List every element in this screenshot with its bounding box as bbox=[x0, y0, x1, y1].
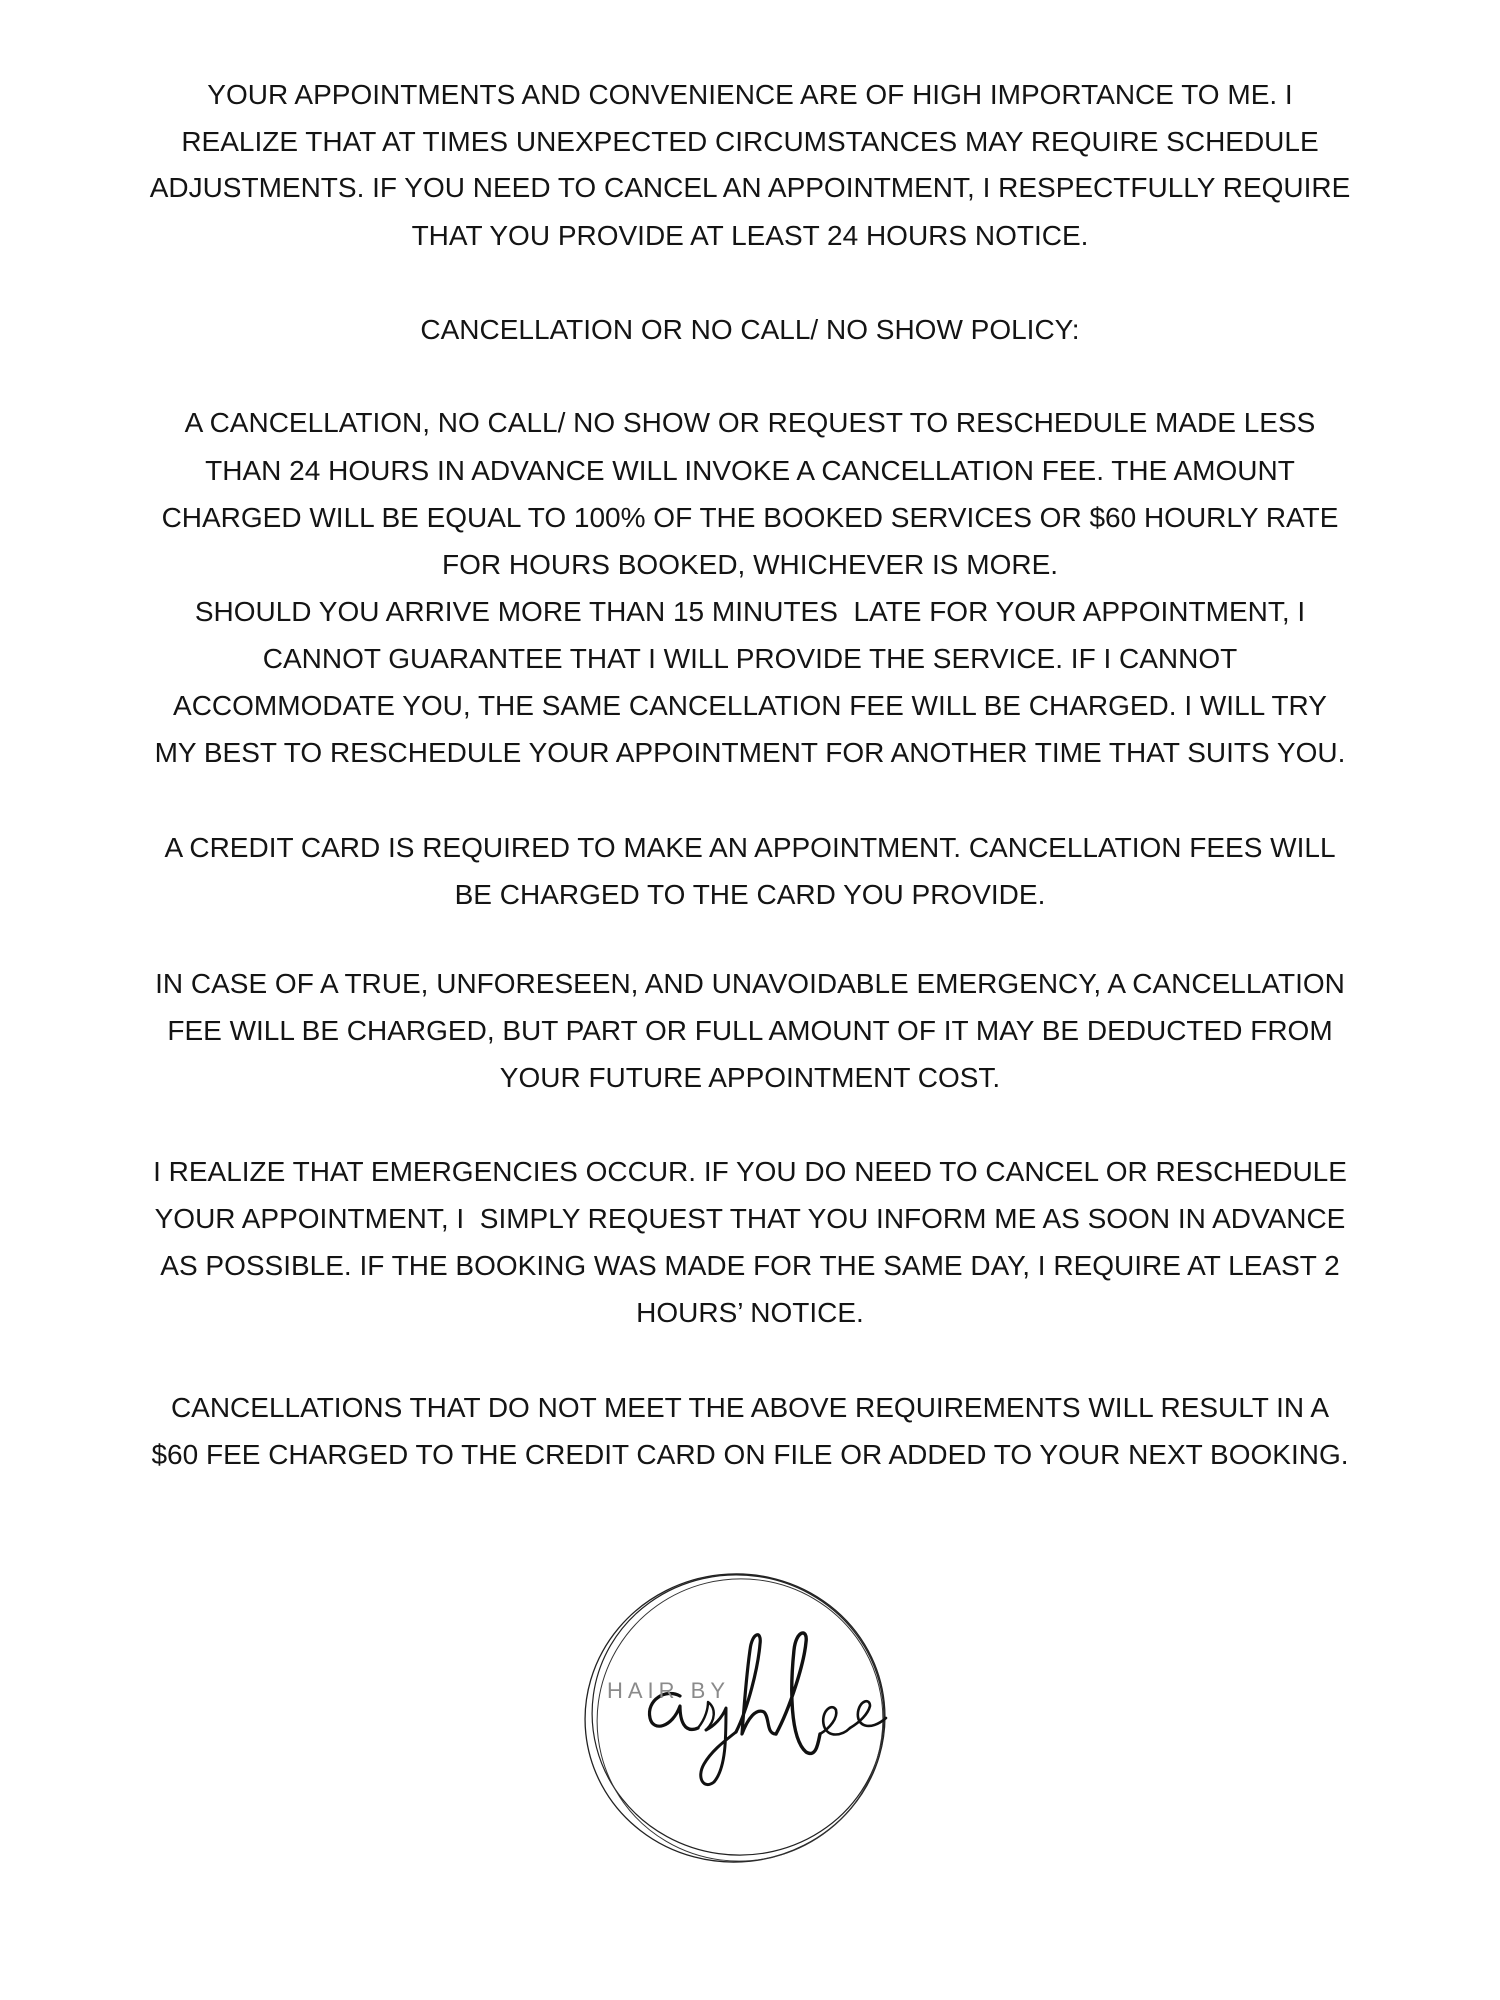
advance-notice-line bbox=[0, 1246, 1500, 1286]
advance-notice-line-text: YOUR APPOINTMENT, I SIMPLY REQUEST THAT YOU INFORM ME AS SOON IN ADVANCE bbox=[154, 1203, 1346, 1234]
late-arrival-line bbox=[0, 592, 1500, 632]
credit-card-line-text: A CREDIT CARD IS REQUIRED TO MAKE AN APPOINTMENT. CANCELLATION FEES WILL bbox=[164, 832, 1336, 863]
advance-notice-line-text: HOURS’ NOTICE. bbox=[636, 1297, 864, 1328]
intro-line bbox=[0, 122, 1500, 162]
logo-circles-and-script bbox=[580, 1568, 892, 1866]
advance-notice-line bbox=[0, 1152, 1500, 1192]
advance-notice-line bbox=[0, 1199, 1500, 1239]
emergency-line bbox=[0, 1058, 1500, 1098]
late-arrival-line-text: MY BEST TO RESCHEDULE YOUR APPOINTMENT FOR ANOTHER TIME THAT SUITS YOU. bbox=[154, 737, 1346, 768]
cancellation-fee-line bbox=[0, 403, 1500, 443]
cancellation-fee-line bbox=[0, 498, 1500, 538]
credit-card-line bbox=[0, 828, 1500, 868]
emergency-line-text: FEE WILL BE CHARGED, BUT PART OR FULL AMOUNT OF IT MAY BE DEDUCTED FROM bbox=[167, 1015, 1333, 1046]
intro-line-text: YOUR APPOINTMENTS AND CONVENIENCE ARE OF HIGH IMPORTANCE TO ME. I bbox=[207, 79, 1293, 110]
intro-line bbox=[0, 168, 1500, 208]
intro-line-text: REALIZE THAT AT TIMES UNEXPECTED CIRCUMSTANCES MAY REQUIRE SCHEDULE bbox=[181, 126, 1319, 157]
emergency-line bbox=[0, 1011, 1500, 1051]
cancellation-fee-line-text: CHARGED WILL BE EQUAL TO 100% OF THE BOOKED SERVICES OR $60 HOURLY RATE bbox=[161, 502, 1339, 533]
advance-notice-line-text: I REALIZE THAT EMERGENCIES OCCUR. IF YOU DO NEED TO CANCEL OR RESCHEDULE bbox=[153, 1156, 1347, 1187]
fee-summary-line-text: CANCELLATIONS THAT DO NOT MEET THE ABOVE REQUIREMENTS WILL RESULT IN A bbox=[170, 1392, 1330, 1423]
cancellation-fee-line-text: A CANCELLATION, NO CALL/ NO SHOW OR REQUEST TO RESCHEDULE MADE LESS bbox=[184, 407, 1316, 438]
late-arrival-line bbox=[0, 686, 1500, 726]
intro-line-text: THAT YOU PROVIDE AT LEAST 24 HOURS NOTICE. bbox=[411, 220, 1089, 251]
emergency-line-text: YOUR FUTURE APPOINTMENT COST. bbox=[499, 1062, 1001, 1093]
credit-card-line bbox=[0, 875, 1500, 915]
advance-notice-line-text: AS POSSIBLE. IF THE BOOKING WAS MADE FOR THE SAME DAY, I REQUIRE AT LEAST 2 bbox=[160, 1250, 1340, 1281]
logo-ring-outer bbox=[571, 1559, 899, 1877]
fee-summary-line bbox=[0, 1435, 1500, 1475]
policy-heading-text: CANCELLATION OR NO CALL/ NO SHOW POLICY: bbox=[420, 314, 1080, 345]
emergency-line bbox=[0, 964, 1500, 1004]
intro-line-text: ADJUSTMENTS. IF YOU NEED TO CANCEL AN APPOINTMENT, I RESPECTFULLY REQUIRE bbox=[149, 172, 1351, 203]
hair-by-ashlee-logo bbox=[580, 1568, 892, 1866]
cancellation-fee-line bbox=[0, 545, 1500, 585]
late-arrival-line-text: CANNOT GUARANTEE THAT I WILL PROVIDE THE SERVICE. IF I CANNOT bbox=[262, 643, 1238, 674]
credit-card-line-text: BE CHARGED TO THE CARD YOU PROVIDE. bbox=[454, 879, 1046, 910]
late-arrival-line bbox=[0, 639, 1500, 679]
intro-line bbox=[0, 75, 1500, 115]
late-arrival-line-text: ACCOMMODATE YOU, THE SAME CANCELLATION FEE WILL BE CHARGED. I WILL TRY bbox=[173, 690, 1327, 721]
advance-notice-line bbox=[0, 1293, 1500, 1333]
fee-summary-line bbox=[0, 1388, 1500, 1428]
cancellation-fee-line-text: FOR HOURS BOOKED, WHICHEVER IS MORE. bbox=[441, 549, 1059, 580]
intro-line bbox=[0, 216, 1500, 256]
fee-summary-line-text: $60 FEE CHARGED TO THE CREDIT CARD ON FILE OR ADDED TO YOUR NEXT BOOKING. bbox=[151, 1439, 1349, 1470]
late-arrival-line-text: SHOULD YOU ARRIVE MORE THAN 15 MINUTES LATE FOR YOUR APPOINTMENT, I bbox=[194, 596, 1306, 627]
cancellation-fee-line bbox=[0, 451, 1500, 491]
cancellation-fee-line-text: THAN 24 HOURS IN ADVANCE WILL INVOKE A CANCELLATION FEE. THE AMOUNT bbox=[205, 455, 1295, 486]
logo-ring-middle bbox=[574, 1556, 902, 1874]
policy-heading bbox=[0, 310, 1500, 350]
emergency-line-text: IN CASE OF A TRUE, UNFORESEEN, AND UNAVOIDABLE EMERGENCY, A CANCELLATION bbox=[155, 968, 1345, 999]
logo-tagline: HAIR BY bbox=[607, 1678, 731, 1703]
logo-script-ashlee bbox=[649, 1633, 886, 1785]
late-arrival-line bbox=[0, 733, 1500, 773]
